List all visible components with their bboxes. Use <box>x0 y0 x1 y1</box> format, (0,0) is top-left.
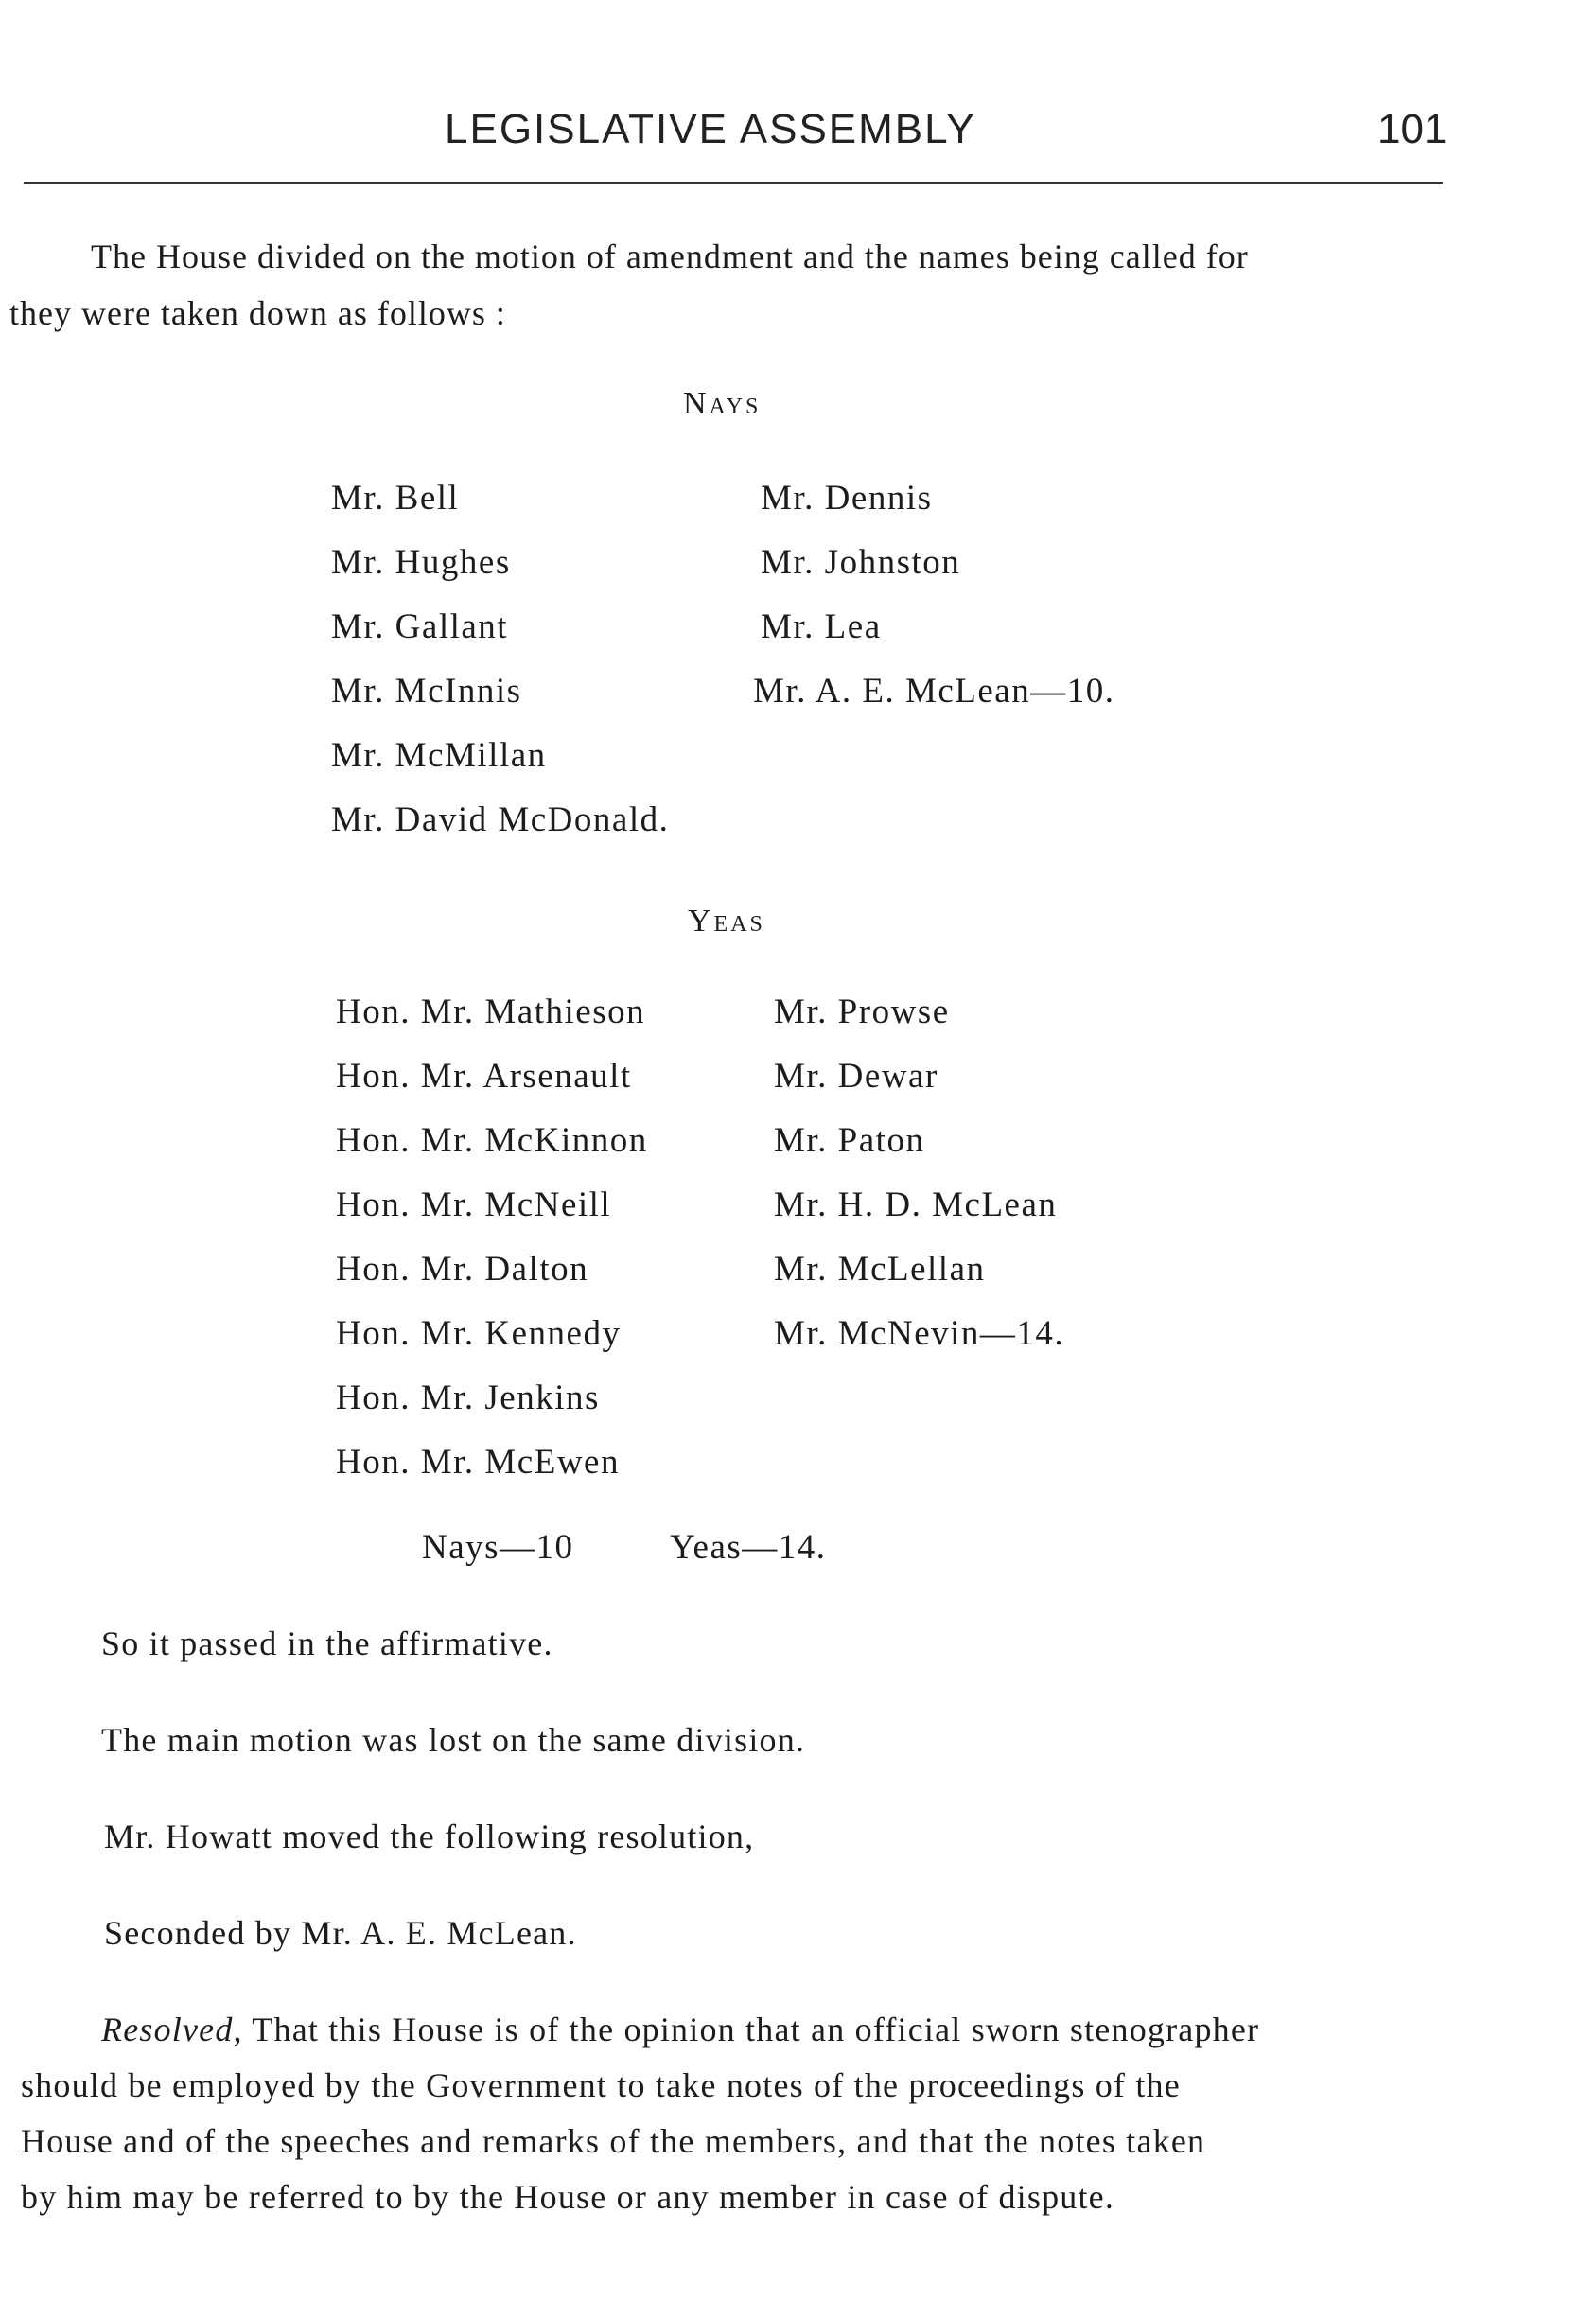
nays-right-1: Mr. Dennis <box>761 479 933 518</box>
nays-left-4: Mr. McInnis <box>331 672 522 711</box>
yeas-left-5: Hon. Mr. Dalton <box>336 1250 589 1289</box>
main-motion-paragraph: The main motion was lost on the same division. <box>101 1721 806 1759</box>
intro-line-1: The House divided on the motion of amendment and the names being called for <box>91 237 1249 275</box>
yeas-left-7: Hon. Mr. Jenkins <box>336 1379 600 1417</box>
passed-paragraph: So it passed in the affirmative. <box>101 1625 553 1662</box>
header-rule <box>24 182 1443 184</box>
yeas-left-2: Hon. Mr. Arsenault <box>336 1057 632 1096</box>
tally-nays: Nays—10 <box>422 1528 574 1567</box>
resolution-line-1 <box>101 2010 1259 2049</box>
yeas-right-6: Mr. McNevin—14. <box>774 1314 1065 1353</box>
intro-line-2: they were taken down as follows : <box>9 294 506 332</box>
yeas-left-4: Hon. Mr. McNeill <box>336 1186 612 1224</box>
yeas-heading: Yeas <box>688 904 765 939</box>
yeas-left-8: Hon. Mr. McEwen <box>336 1443 620 1482</box>
page-number: 101 <box>1377 106 1447 152</box>
resolution-line-2: should be employed by the Government to take notes of the proceedings of the <box>21 2066 1181 2104</box>
seconded-paragraph: Seconded by Mr. A. E. McLean. <box>104 1914 577 1952</box>
nays-right-3: Mr. Lea <box>761 607 882 646</box>
resolution-line-3: House and of the speeches and remarks of the members, and that the notes taken <box>21 2122 1206 2160</box>
yeas-right-3: Mr. Paton <box>774 1121 925 1160</box>
nays-left-2: Mr. Hughes <box>331 543 511 582</box>
resolution-line-1-text: That this House is of the opinion that an official sworn stenographer <box>242 2011 1260 2048</box>
moved-paragraph: Mr. Howatt moved the following resolution, <box>104 1818 755 1855</box>
nays-left-6: Mr. David McDonald. <box>331 800 670 839</box>
nays-left-1: Mr. Bell <box>331 479 460 518</box>
yeas-left-3: Hon. Mr. McKinnon <box>336 1121 648 1160</box>
yeas-left-6: Hon. Mr. Kennedy <box>336 1314 622 1353</box>
yeas-right-5: Mr. McLellan <box>774 1250 986 1289</box>
yeas-right-2: Mr. Dewar <box>774 1057 938 1096</box>
nays-heading: Nays <box>683 386 762 421</box>
running-head: LEGISLATIVE ASSEMBLY <box>445 106 976 152</box>
resolved-lead: Resolved, <box>101 2011 243 2048</box>
yeas-left-1: Hon. Mr. Mathieson <box>336 992 646 1031</box>
tally-yeas: Yeas—14. <box>670 1528 827 1567</box>
nays-right-2: Mr. Johnston <box>761 543 961 582</box>
resolution-line-4: by him may be referred to by the House or any member in case of dispute. <box>21 2178 1115 2216</box>
nays-left-3: Mr. Gallant <box>331 607 509 646</box>
yeas-right-4: Mr. H. D. McLean <box>774 1186 1058 1224</box>
yeas-right-1: Mr. Prowse <box>774 992 950 1031</box>
nays-left-5: Mr. McMillan <box>331 736 547 775</box>
nays-right-4: Mr. A. E. McLean—10. <box>753 672 1115 711</box>
